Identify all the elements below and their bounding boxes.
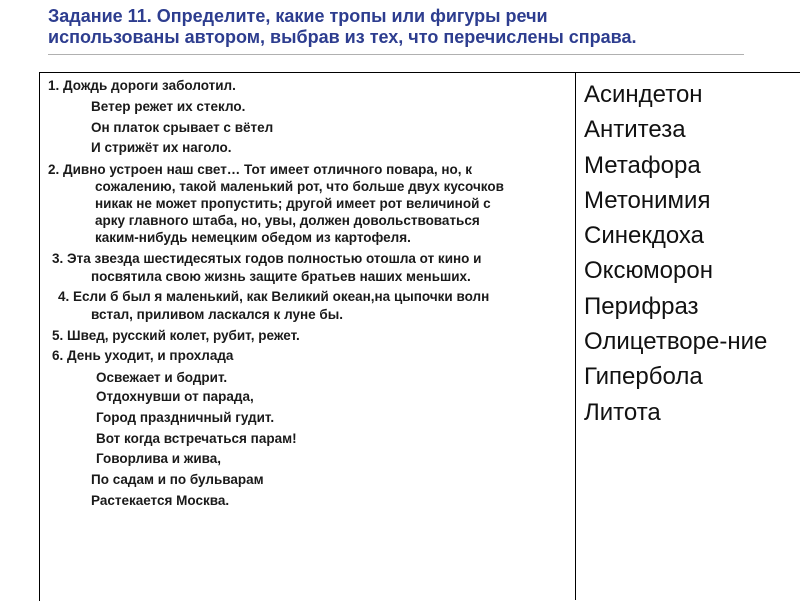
task-3-line-2: посвятила свою жизнь защите братьев наших меньших. — [91, 269, 471, 284]
task-2-line-5: каким-нибудь немецким обедом из картофеля. — [95, 230, 411, 245]
term-item: Перифраз — [584, 292, 699, 320]
task-4-line-1: 4. Если б был я маленький, как Великий океан,на цыпочки волн — [58, 289, 490, 304]
task-5-line-1: 5. Швед, русский колет, рубит, режет. — [52, 328, 300, 343]
term-item: Синекдоха — [584, 222, 704, 250]
term-item: Гипербола — [584, 363, 703, 391]
term-item: Оксюморон — [584, 257, 713, 285]
column-divider — [575, 72, 576, 600]
term-item: Метафора — [584, 151, 701, 179]
task-6-line-5: Вот когда встречаться парам! — [96, 431, 297, 446]
task-2-line-2: сожалению, такой маленький рот, что больше двух кусочков — [95, 179, 504, 194]
task-6-line-2: Освежает и бодрит. — [96, 370, 228, 385]
task-title-line-2: использованы автором, выбрав из тех, что перечислены справа. — [48, 27, 637, 47]
task-6-line-3: Отдохнувши от парада, — [96, 389, 254, 404]
term-item: Асиндетон — [584, 81, 703, 108]
task-1-line-4: И стрижёт их наголо. — [91, 140, 232, 155]
task-2-line-1: 2. Дивно устроен наш свет… Тот имеет отличного повара, но, к — [48, 162, 473, 177]
terms-list — [584, 77, 767, 430]
task-title-line-1: Задание 11. Определите, какие тропы или фигуры речи — [48, 6, 548, 26]
term-item: Метонимия — [584, 186, 711, 214]
term-item: Литота — [584, 398, 661, 426]
task-4-line-2: встал, приливом ласкался к луне бы. — [91, 307, 344, 322]
task-6-line-1: 6. День уходит, и прохлада — [52, 348, 234, 363]
term-item: Олицетворе-ние — [584, 328, 768, 356]
task-6-line-8: Растекается Москва. — [91, 493, 230, 508]
task-2-line-4: арку главного штаба, но, увы, должен довольствоваться — [95, 213, 480, 228]
task-2-line-3: никак не может пропустить; другой имеет рот величиной с — [95, 196, 491, 211]
task-1-line-3: Он платок срывает с вётел — [91, 120, 274, 135]
task-6-line-6: Говорлива и жива, — [96, 451, 222, 466]
task-3-line-1: 3. Эта звезда шестидесятых годов полностью отошла от кино и — [52, 251, 482, 266]
task-6-line-7: По садам и по бульварам — [91, 472, 264, 487]
term-item: Антитеза — [584, 116, 686, 144]
task-6-line-4: Город праздничный гудит. — [96, 410, 275, 425]
task-1-line-1: 1. Дождь дороги заболотил. — [48, 78, 236, 93]
task-1-line-2: Ветер режет их стекло. — [91, 99, 246, 114]
